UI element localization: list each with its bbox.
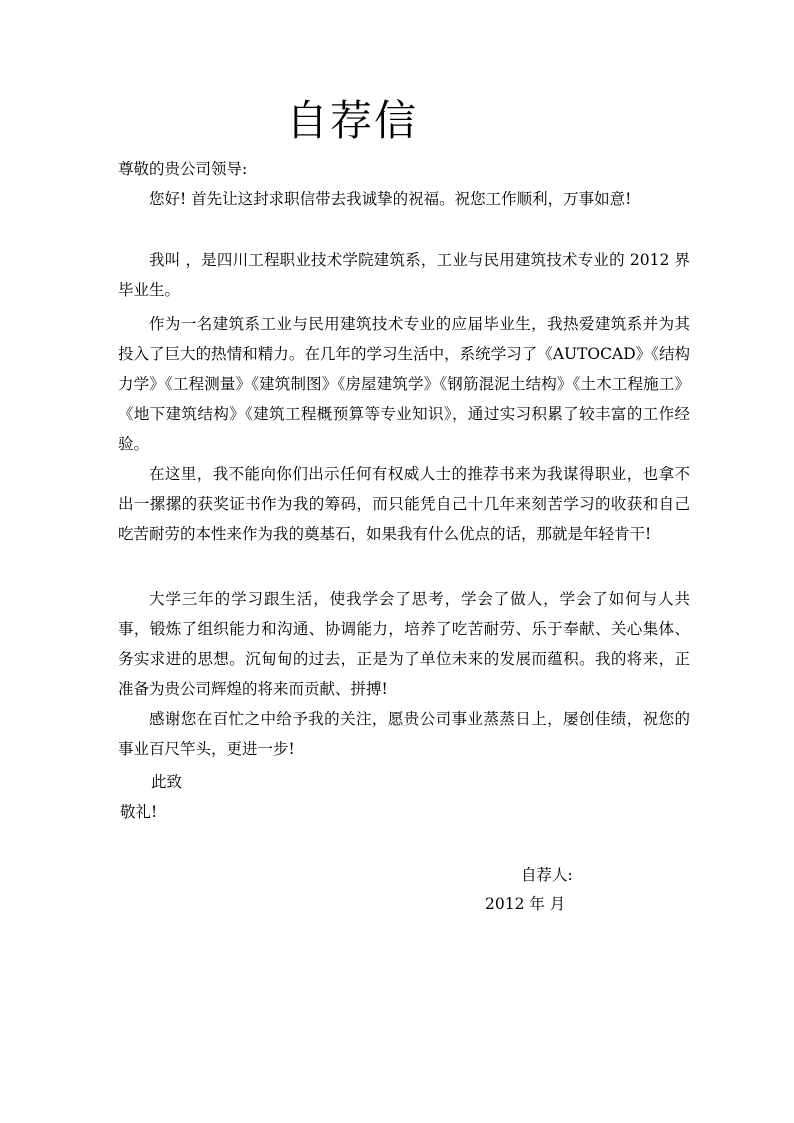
date-line: 2012 年 月 [485, 895, 566, 913]
paragraph-education: 作为一名建筑系工业与民用建筑技术专业的应届毕业生，我热爱建筑系并为其投入了巨大的热情和精力。在几年的学习生活中，系统学习了《AUTOCAD》《结构力学》《工程测量》《建筑制图》《房屋建筑学》《钢筋混泥土结构》《土木工程施工》《地下建筑结构》《建筑工程概预算等专业知识》，通过实习积累了较丰富的工作经验。 [118, 315, 690, 453]
paragraph-university-life: 大学三年的学习跟生活，使我学会了思考，学会了做人，学会了如何与人共事，锻炼了组织能力和沟通、协调能力，培养了吃苦耐劳、乐于奉献、关心集体、务实求进的思想。沉甸甸的过去，正是为了单位未来的发展而蕴积。我的将来，正准备为贵公司辉煌的将来而贡献、拼搏! [118, 590, 690, 698]
salutation: 尊敬的贵公司领导: [118, 160, 248, 178]
paragraph-greeting: 您好! 首先让这封求职信带去我诚挚的祝福。祝您工作顺利，万事如意! [149, 190, 632, 208]
paragraph-introduction: 我叫 ，是四川工程职业技术学院建筑系，工业与民用建筑技术专业的 2012 界毕业生。 [118, 251, 690, 299]
paragraph-thanks: 感谢您在百忙之中给予我的关注，愿贵公司事业蒸蒸日上，屡创佳绩，祝您的事业百尺竿头，更进一步! [118, 710, 690, 758]
paragraph-self-statement: 在这里，我不能向你们出示任何有权威人士的推荐书来为我谋得职业，也拿不出一摞摞的获奖证书作为我的筹码，而只能凭自己十几年来刻苦学习的收获和自己吃苦耐劳的本性来作为我的奠基石，如果我有什么优点的话，那就是年轻肯干! [118, 465, 690, 543]
signer-label: 自荐人: [521, 866, 573, 884]
page-title: 自荐信 [286, 96, 419, 145]
regards-phrase: 敬礼! [120, 803, 158, 821]
closing-phrase: 此致 [151, 773, 183, 791]
